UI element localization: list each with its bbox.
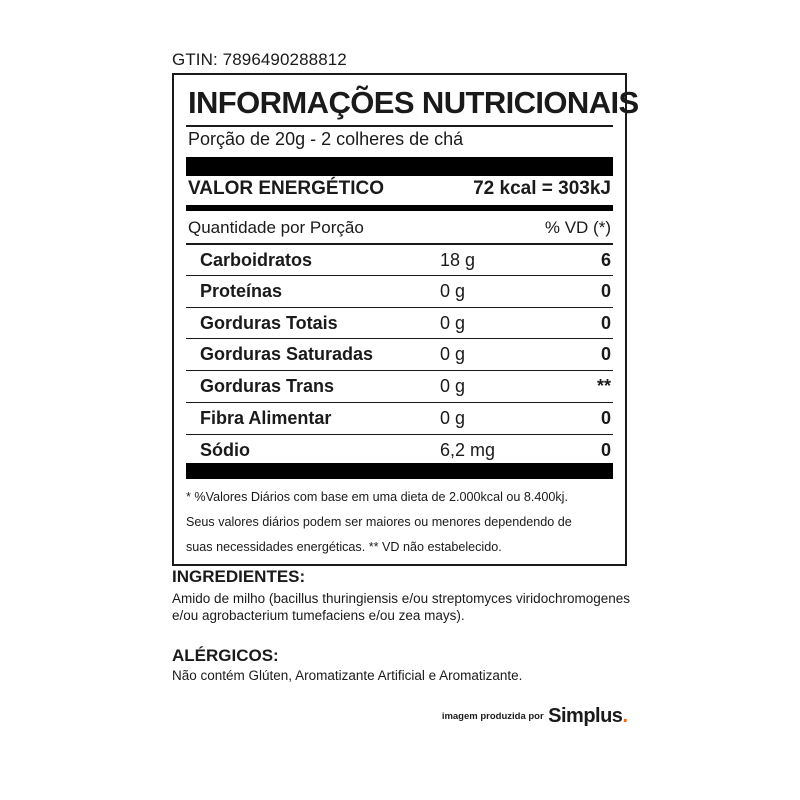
nutrient-name: Sódio <box>200 439 250 460</box>
nutrient-amount: 0 g <box>440 407 466 428</box>
nutrient-vd: 6 <box>600 250 611 270</box>
nutrient-vd: 0 <box>600 312 611 333</box>
nutrient-vd: 0 <box>600 439 611 460</box>
nutrient-name: Fibra Alimentar <box>200 407 332 428</box>
nutrient-table <box>186 243 613 466</box>
ingredients-heading: INGREDIENTES: <box>172 567 306 586</box>
table-row <box>186 434 613 466</box>
nutrient-amount: 18 g <box>440 250 476 270</box>
nutrient-name: Proteínas <box>200 280 283 301</box>
gtin-label: GTIN: 7896490288812 <box>172 50 347 69</box>
nutrient-vd: 0 <box>600 344 611 365</box>
portion-size: Porção de 20g - 2 colheres de chá <box>188 129 464 149</box>
nutrient-amount: 0 g <box>440 344 466 365</box>
table-row <box>186 275 613 307</box>
quantity-header: Quantidade por Porção <box>188 218 364 237</box>
allergens-text: Não contém Glúten, Aromatizante Artificial e Aromatizante. <box>172 668 523 683</box>
nutrient-vd: 0 <box>600 280 611 301</box>
table-row <box>186 402 613 434</box>
table-row <box>186 370 613 402</box>
nutrient-name: Gorduras Totais <box>200 312 338 333</box>
vd-header: % VD (*) <box>544 218 611 237</box>
nutrient-name: Gorduras Trans <box>200 376 335 397</box>
nutrient-name: Gorduras Saturadas <box>200 344 374 365</box>
allergens-heading: ALÉRGICOS: <box>172 646 279 665</box>
energy-label: VALOR ENERGÉTICO <box>188 178 384 199</box>
footnotes <box>186 485 617 560</box>
footnote-line: suas necessidades energéticas. ** VD não estabelecido. <box>186 540 502 554</box>
nutrient-name: Carboidratos <box>200 250 313 270</box>
panel-title: INFORMAÇÕES NUTRICIONAIS <box>188 85 639 120</box>
thick-divider-bottom <box>186 463 613 479</box>
nutrient-amount: 0 g <box>440 280 466 301</box>
nutrient-amount: 0 g <box>440 312 466 333</box>
thick-divider-top <box>186 157 613 176</box>
image-credit <box>442 705 628 728</box>
energy-divider <box>186 205 613 211</box>
nutrient-amount: 0 g <box>440 376 466 397</box>
brand-logo: Simplus <box>548 705 623 727</box>
table-row <box>186 307 613 339</box>
nutrient-vd: ** <box>596 376 611 397</box>
footnote-line: * %Valores Diários com base em uma dieta de 2.000kcal ou 8.400kj. <box>186 490 568 504</box>
title-divider <box>186 125 613 127</box>
credit-prefix: imagem produzida por <box>441 711 544 722</box>
energy-value: 72 kcal = 303kJ <box>473 178 611 199</box>
footnote-line: Seus valores diários podem ser maiores ou menores dependendo de <box>186 515 572 529</box>
nutrient-vd: 0 <box>600 407 611 428</box>
ingredients-text: Amido de milho (bacillus thuringiensis e/ou streptomyces viridochromogenes e/ou agrobacterium tumefaciens e/ou zea mays). <box>172 591 630 623</box>
table-row <box>186 338 613 370</box>
brand-dot: . <box>622 705 628 727</box>
nutrient-amount: 6,2 mg <box>440 439 496 460</box>
nutrition-facts-panel <box>172 73 639 566</box>
table-row <box>186 243 613 275</box>
